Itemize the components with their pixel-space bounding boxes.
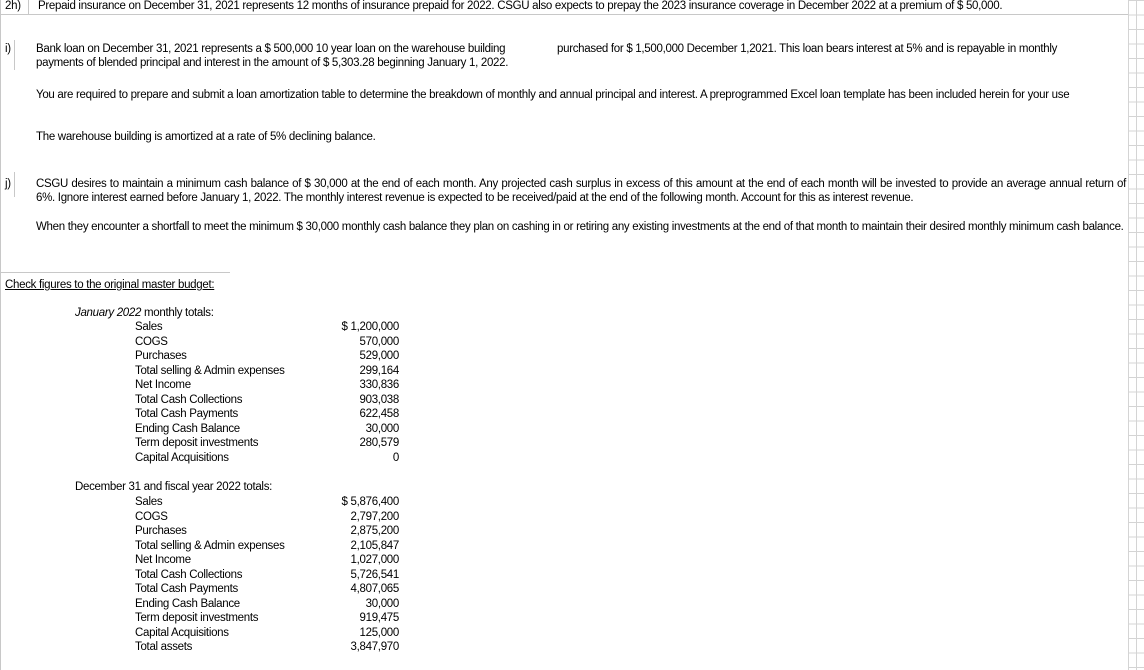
december-label-cogs: COGS — [135, 510, 168, 523]
section-i-para3: The warehouse building is amortized at a rate of 5% declining balance. — [36, 131, 376, 143]
december-label-term-deposit: Term deposit investments — [135, 612, 259, 624]
cell-border — [14, 172, 15, 197]
january-value-selling-admin: 299,164 — [359, 364, 399, 377]
january-value-cash-payments: 622,458 — [359, 408, 399, 420]
december-label-cash-payments: Total Cash Payments — [135, 583, 238, 595]
january-value-purchases: 529,000 — [359, 350, 399, 362]
january-labels — [135, 320, 285, 465]
january-values — [299, 320, 399, 465]
december-values — [299, 495, 399, 655]
january-label-ending-cash: Ending Cash Balance — [135, 422, 240, 435]
december-label-total-assets: Total assets — [135, 641, 193, 653]
section-i-marker: i) — [5, 43, 11, 55]
december-label-selling-admin: Total selling & Admin expenses — [135, 539, 285, 552]
row-border — [0, 14, 1128, 15]
section-h-marker: 2h) — [5, 0, 21, 12]
december-label-ending-cash: Ending Cash Balance — [135, 597, 240, 610]
left-border — [0, 0, 1, 670]
section-j-marker: j) — [5, 178, 11, 190]
january-value-sales: $ 1,200,000 — [341, 321, 399, 333]
cell-border — [14, 40, 15, 70]
section-i-line1a: Bank loan on December 31, 2021 represents a $ 500,000 10 year loan on the warehouse building — [36, 43, 506, 55]
december-label-capital-acq: Capital Acquisitions — [135, 626, 229, 639]
january-value-cash-collections: 903,038 — [359, 393, 399, 406]
december-value-net-income: 1,027,000 — [350, 554, 399, 566]
january-value-ending-cash: 30,000 — [365, 422, 399, 435]
check-figures-heading: Check figures to the original master budget: — [5, 279, 215, 291]
section-h-text: Prepaid insurance on December 31, 2021 represents 12 months of insurance prepaid for 2022. CSGU also expects to prepay the 2023 insurance coverage in December 2022 at a premium of $ 50,000. — [38, 0, 1003, 12]
december-value-sales: $ 5,876,400 — [341, 496, 399, 508]
january-label-cash-payments: Total Cash Payments — [135, 408, 238, 420]
section-i-line1b: purchased for $ 1,500,000 December 1,2021. This loan bears interest at 5% and is repayable in monthly — [557, 43, 1058, 55]
december-label-purchases: Purchases — [135, 525, 187, 537]
january-label-cogs: COGS — [135, 335, 168, 348]
december-value-cogs: 2,797,200 — [350, 510, 399, 523]
january-label-net-income: Net Income — [135, 379, 191, 391]
december-labels — [135, 495, 285, 655]
december-value-term-deposit: 919,475 — [359, 612, 399, 624]
december-label-sales: Sales — [135, 496, 163, 508]
january-value-net-income: 330,836 — [359, 379, 399, 391]
january-label-purchases: Purchases — [135, 350, 187, 362]
december-value-purchases: 2,875,200 — [350, 525, 399, 537]
section-j-para1: CSGU desires to maintain a minimum cash balance of $ 30,000 at the end of each month. Any projected cash surplus in excess of this amount at the end of each month will be invested to provide an average annual return of 6%. Ignore interest earned before January 1, 2022. The monthly interest revenue is expected to be received/paid at the end of the following month. Account for this as interest revenue. — [36, 178, 1126, 204]
january-value-cogs: 570,000 — [359, 335, 399, 348]
january-label-term-deposit: Term deposit investments — [135, 437, 259, 449]
january-value-term-deposit: 280,579 — [359, 437, 399, 449]
december-value-selling-admin: 2,105,847 — [350, 539, 399, 552]
january-title-month: January 2022 — [75, 307, 142, 319]
december-title: December 31 and fiscal year 2022 totals: — [75, 481, 273, 493]
january-label-selling-admin: Total selling & Admin expenses — [135, 364, 285, 377]
section-i-line2: payments of blended principal and interest in the amount of $ 5,303.28 beginning January 1, 2022. — [36, 57, 509, 69]
january-value-capital-acq: 0 — [392, 451, 399, 464]
cell-border — [28, 0, 29, 14]
january-label-cash-collections: Total Cash Collections — [135, 393, 243, 406]
section-j-para2: When they encounter a shortfall to meet the minimum $ 30,000 monthly cash balance they plan on cashing in or retiring any existing investments at the end of that month to maintain their desired monthly minimum cash balance. — [36, 221, 1124, 233]
december-label-net-income: Net Income — [135, 554, 191, 566]
december-label-cash-collections: Total Cash Collections — [135, 568, 243, 581]
december-value-ending-cash: 30,000 — [365, 597, 399, 610]
january-label-sales: Sales — [135, 321, 163, 333]
spreadsheet-gridline — [1136, 0, 1137, 670]
december-value-capital-acq: 125,000 — [359, 626, 399, 639]
january-title — [75, 307, 214, 319]
december-value-cash-collections: 5,726,541 — [350, 568, 399, 581]
january-title-rest: monthly totals: — [141, 307, 214, 319]
december-value-total-assets: 3,847,970 — [350, 641, 399, 653]
january-label-capital-acq: Capital Acquisitions — [135, 451, 229, 464]
december-value-cash-payments: 4,807,065 — [350, 583, 399, 595]
row-border — [0, 272, 230, 273]
section-i-para2: You are required to prepare and submit a loan amortization table to determine the breakdown of monthly and annual principal and interest. A preprogrammed Excel loan template has been included herein for your use — [36, 89, 1070, 101]
